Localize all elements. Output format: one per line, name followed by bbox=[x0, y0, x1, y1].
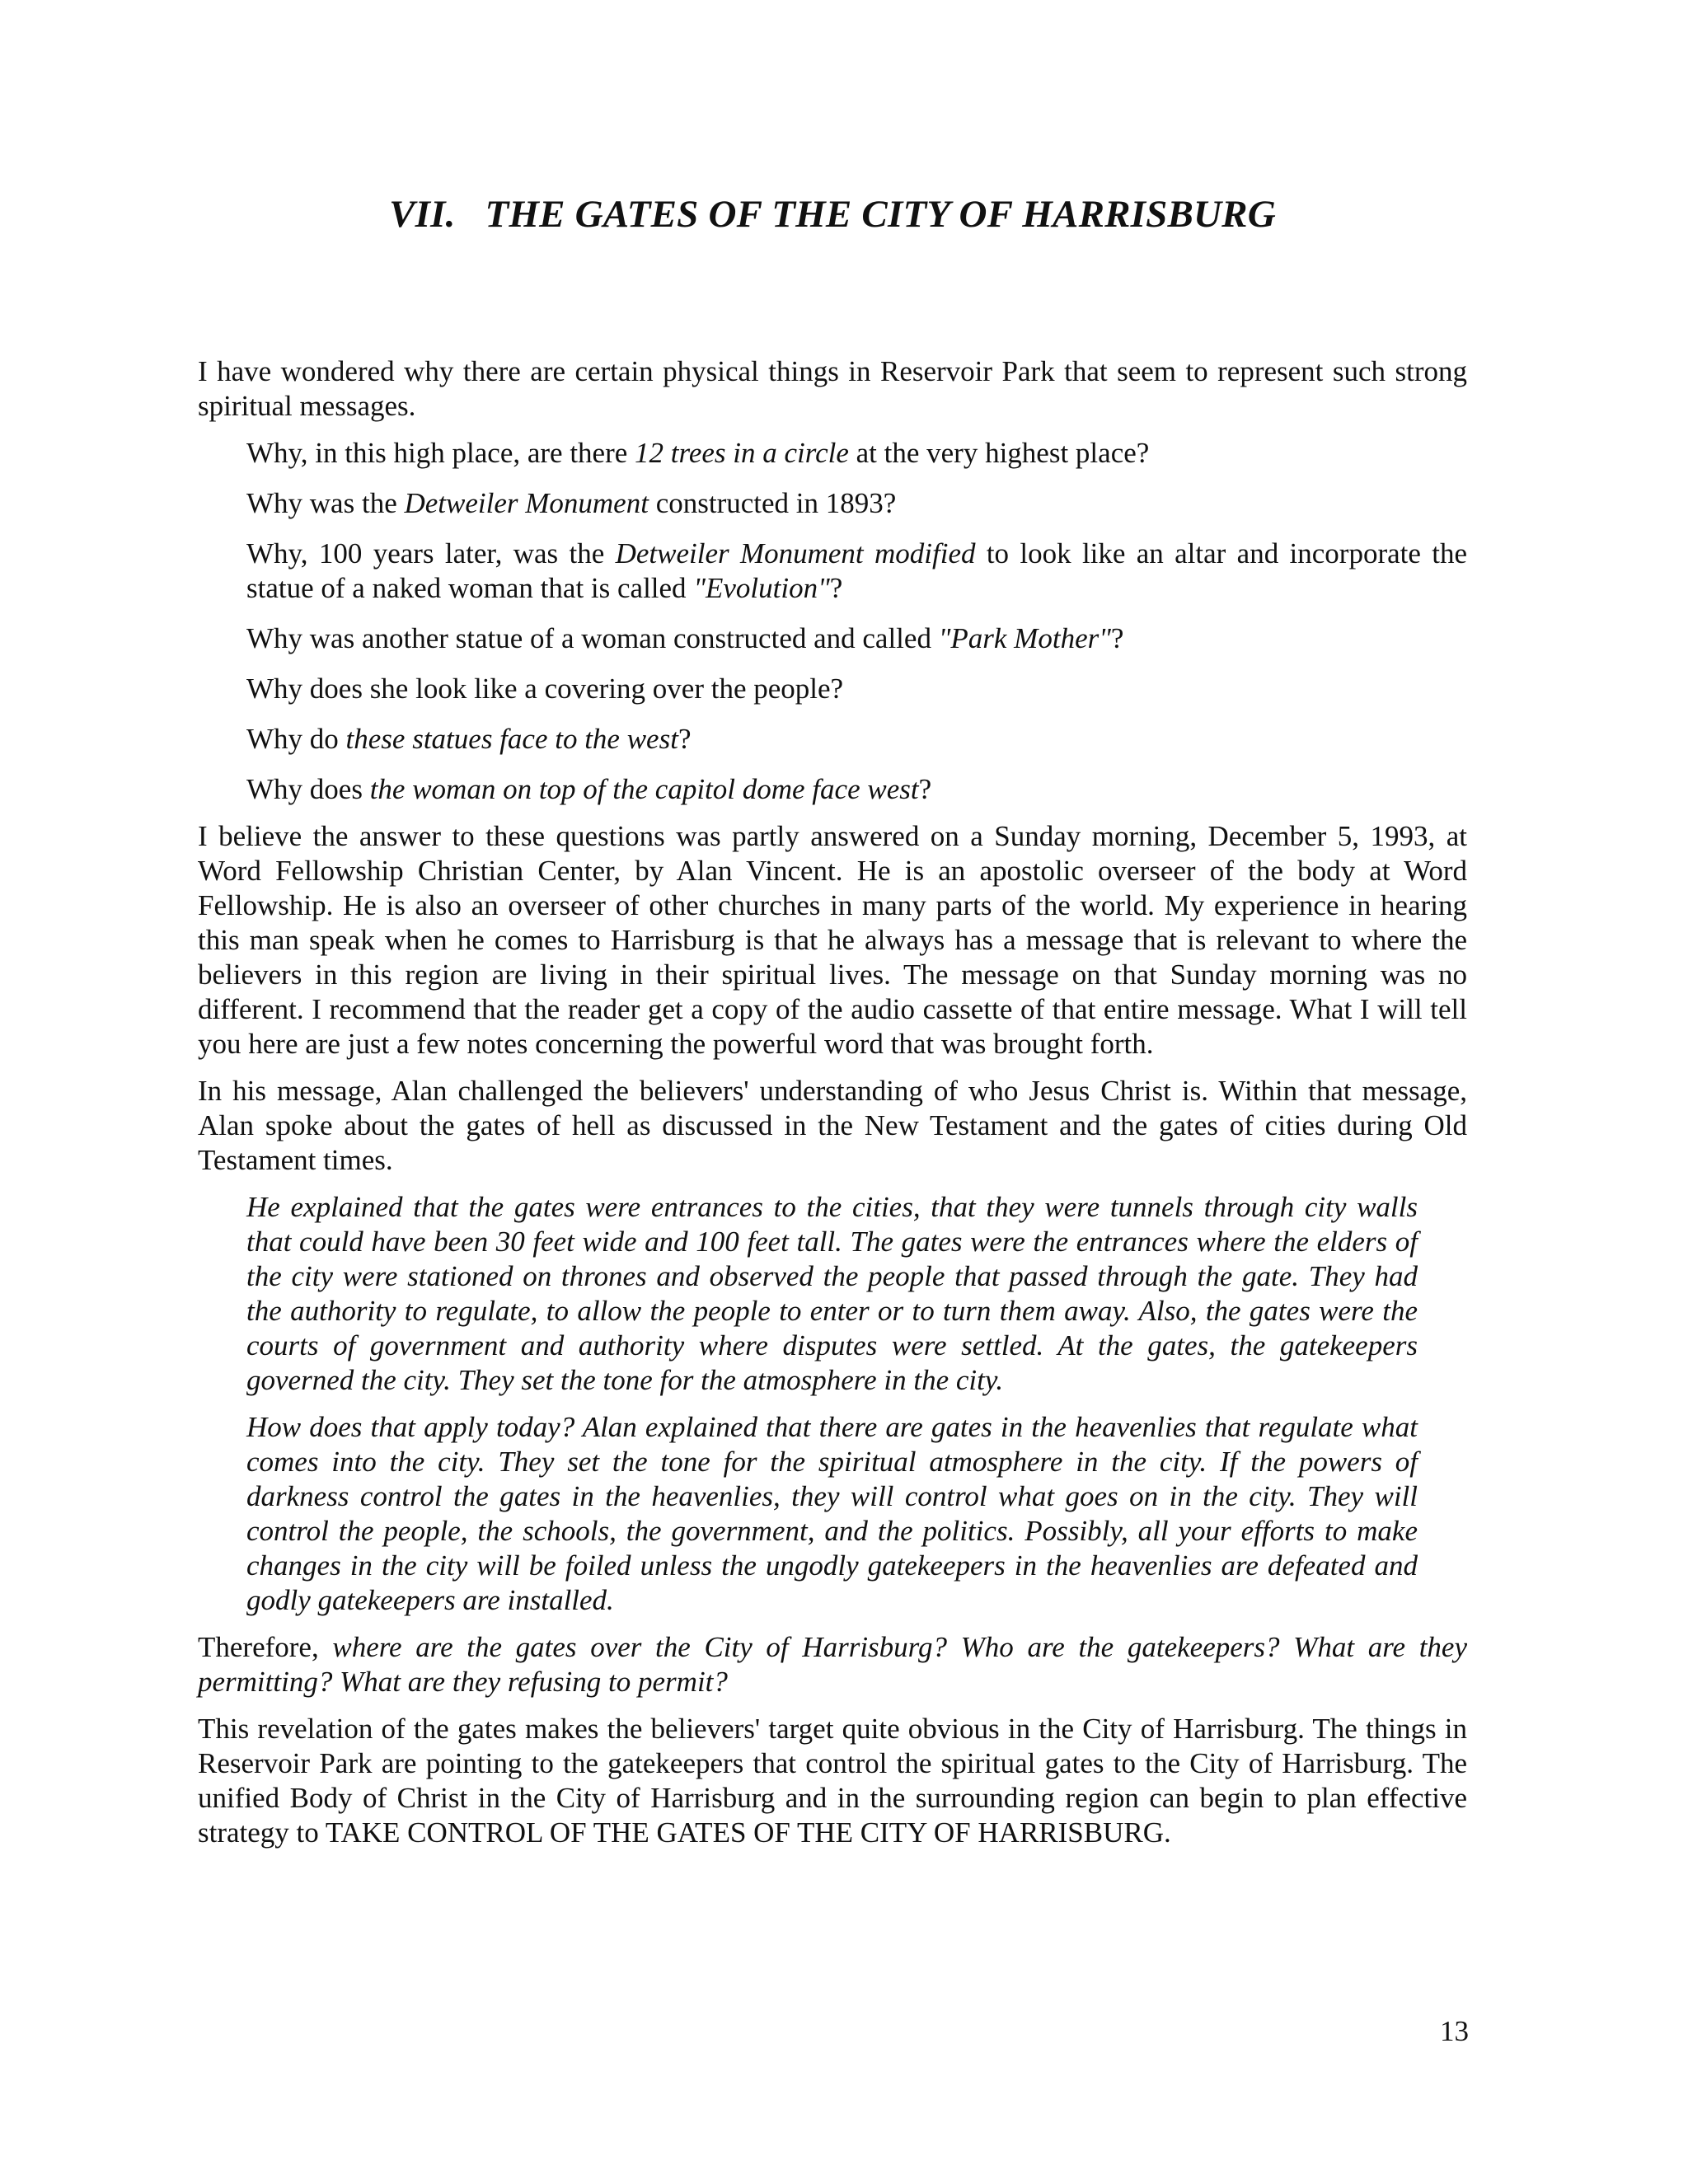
chapter-title: VII. THE GATES OF THE CITY OF HARRISBURG bbox=[389, 193, 1276, 236]
question-1: Why, in this high place, are there 12 trees in a circle at the very highest place? bbox=[246, 437, 1150, 469]
question-7: Why does the woman on top of the capitol dome face west? bbox=[246, 773, 932, 805]
question-6: Why do these statues face to the west? bbox=[246, 723, 692, 755]
question-4: Why was another statue of a woman constructed and called "Park Mother"? bbox=[246, 622, 1124, 654]
question-2: Why was the Detweiler Monument constructed in 1893? bbox=[246, 487, 897, 519]
message-paragraph: In his message, Alan challenged the believers' understanding of who Jesus Christ is. Within that message, Alan spoke about the gates of hell as discussed in the New Testament and the gates of cities during Old Testament times. bbox=[198, 1075, 1467, 1176]
page-number: 13 bbox=[1440, 2015, 1469, 2047]
question-3: Why, 100 years later, was the Detweiler Monument modified to look like an altar and incorporate the statue of a naked woman that is called "Evolution"? bbox=[246, 537, 1467, 604]
block-quote-gates: He explained that the gates were entrances to the cities, that they were tunnels through city walls that could have been 30 feet wide and 100 feet tall. The gates were the entrances where the elders of the city were stationed on thrones and observed the people that passed through the gate. They had the authority to regulate, to allow the people to enter or to turn them away. Also, the gates were the courts of government and authority where disputes were settled. At the gates, the gatekeepers governed the city. They set the tone for the atmosphere in the city. bbox=[246, 1191, 1418, 1396]
final-paragraph: This revelation of the gates makes the believers' target quite obvious in the City of Harrisburg. The things in Reservoir Park are pointing to the gatekeepers that control the spiritual gates to the City of Harrisburg. The unified Body of Christ in the City of Harrisburg and in the surrounding region can begin to plan effective strategy to TAKE CONTROL OF THE GATES OF THE CITY OF HARRISBURG. bbox=[198, 1713, 1467, 1849]
question-5: Why does she look like a covering over the people? bbox=[246, 673, 844, 705]
block-quote-heavenlies: How does that apply today? Alan explained that there are gates in the heavenlies that regulate what comes into the city. They set the tone for the spiritual atmosphere in the city. If the powers of darkness control the gates in the heavenlies, they will control what goes on in the city. They will control the people, the schools, the government, and the politics. Possibly, all your efforts to make changes in the city will be foiled unless the ungodly gatekeepers in the heavenlies are defeated and godly gatekeepers are installed. bbox=[246, 1411, 1418, 1616]
answer-paragraph: I believe the answer to these questions was partly answered on a Sunday morning, December 5, 1993, at Word Fellowship Christian Center, by Alan Vincent. He is an apostolic overseer of the body at Word Fellowship. He is also an overseer of other churches in many parts of the world. My experience in hearing this man speak when he comes to Harrisburg is that he always has a message that is relevant to where the believers in this region are living in their spiritual lives. The message on that Sunday morning was no different. I recommend that the reader get a copy of the audio cassette of that entire message. What I will tell you here are just a few notes concerning the powerful word that was brought forth. bbox=[198, 820, 1467, 1060]
body-text bbox=[198, 354, 1467, 1863]
intro-paragraph: I have wondered why there are certain physical things in Reservoir Park that seem to represent such strong spiritual messages. bbox=[198, 355, 1467, 422]
therefore-paragraph: Therefore, where are the gates over the City of Harrisburg? Who are the gatekeepers? What are they permitting? What are they refusing to permit? bbox=[198, 1631, 1467, 1698]
document-page bbox=[198, 0, 1467, 2184]
